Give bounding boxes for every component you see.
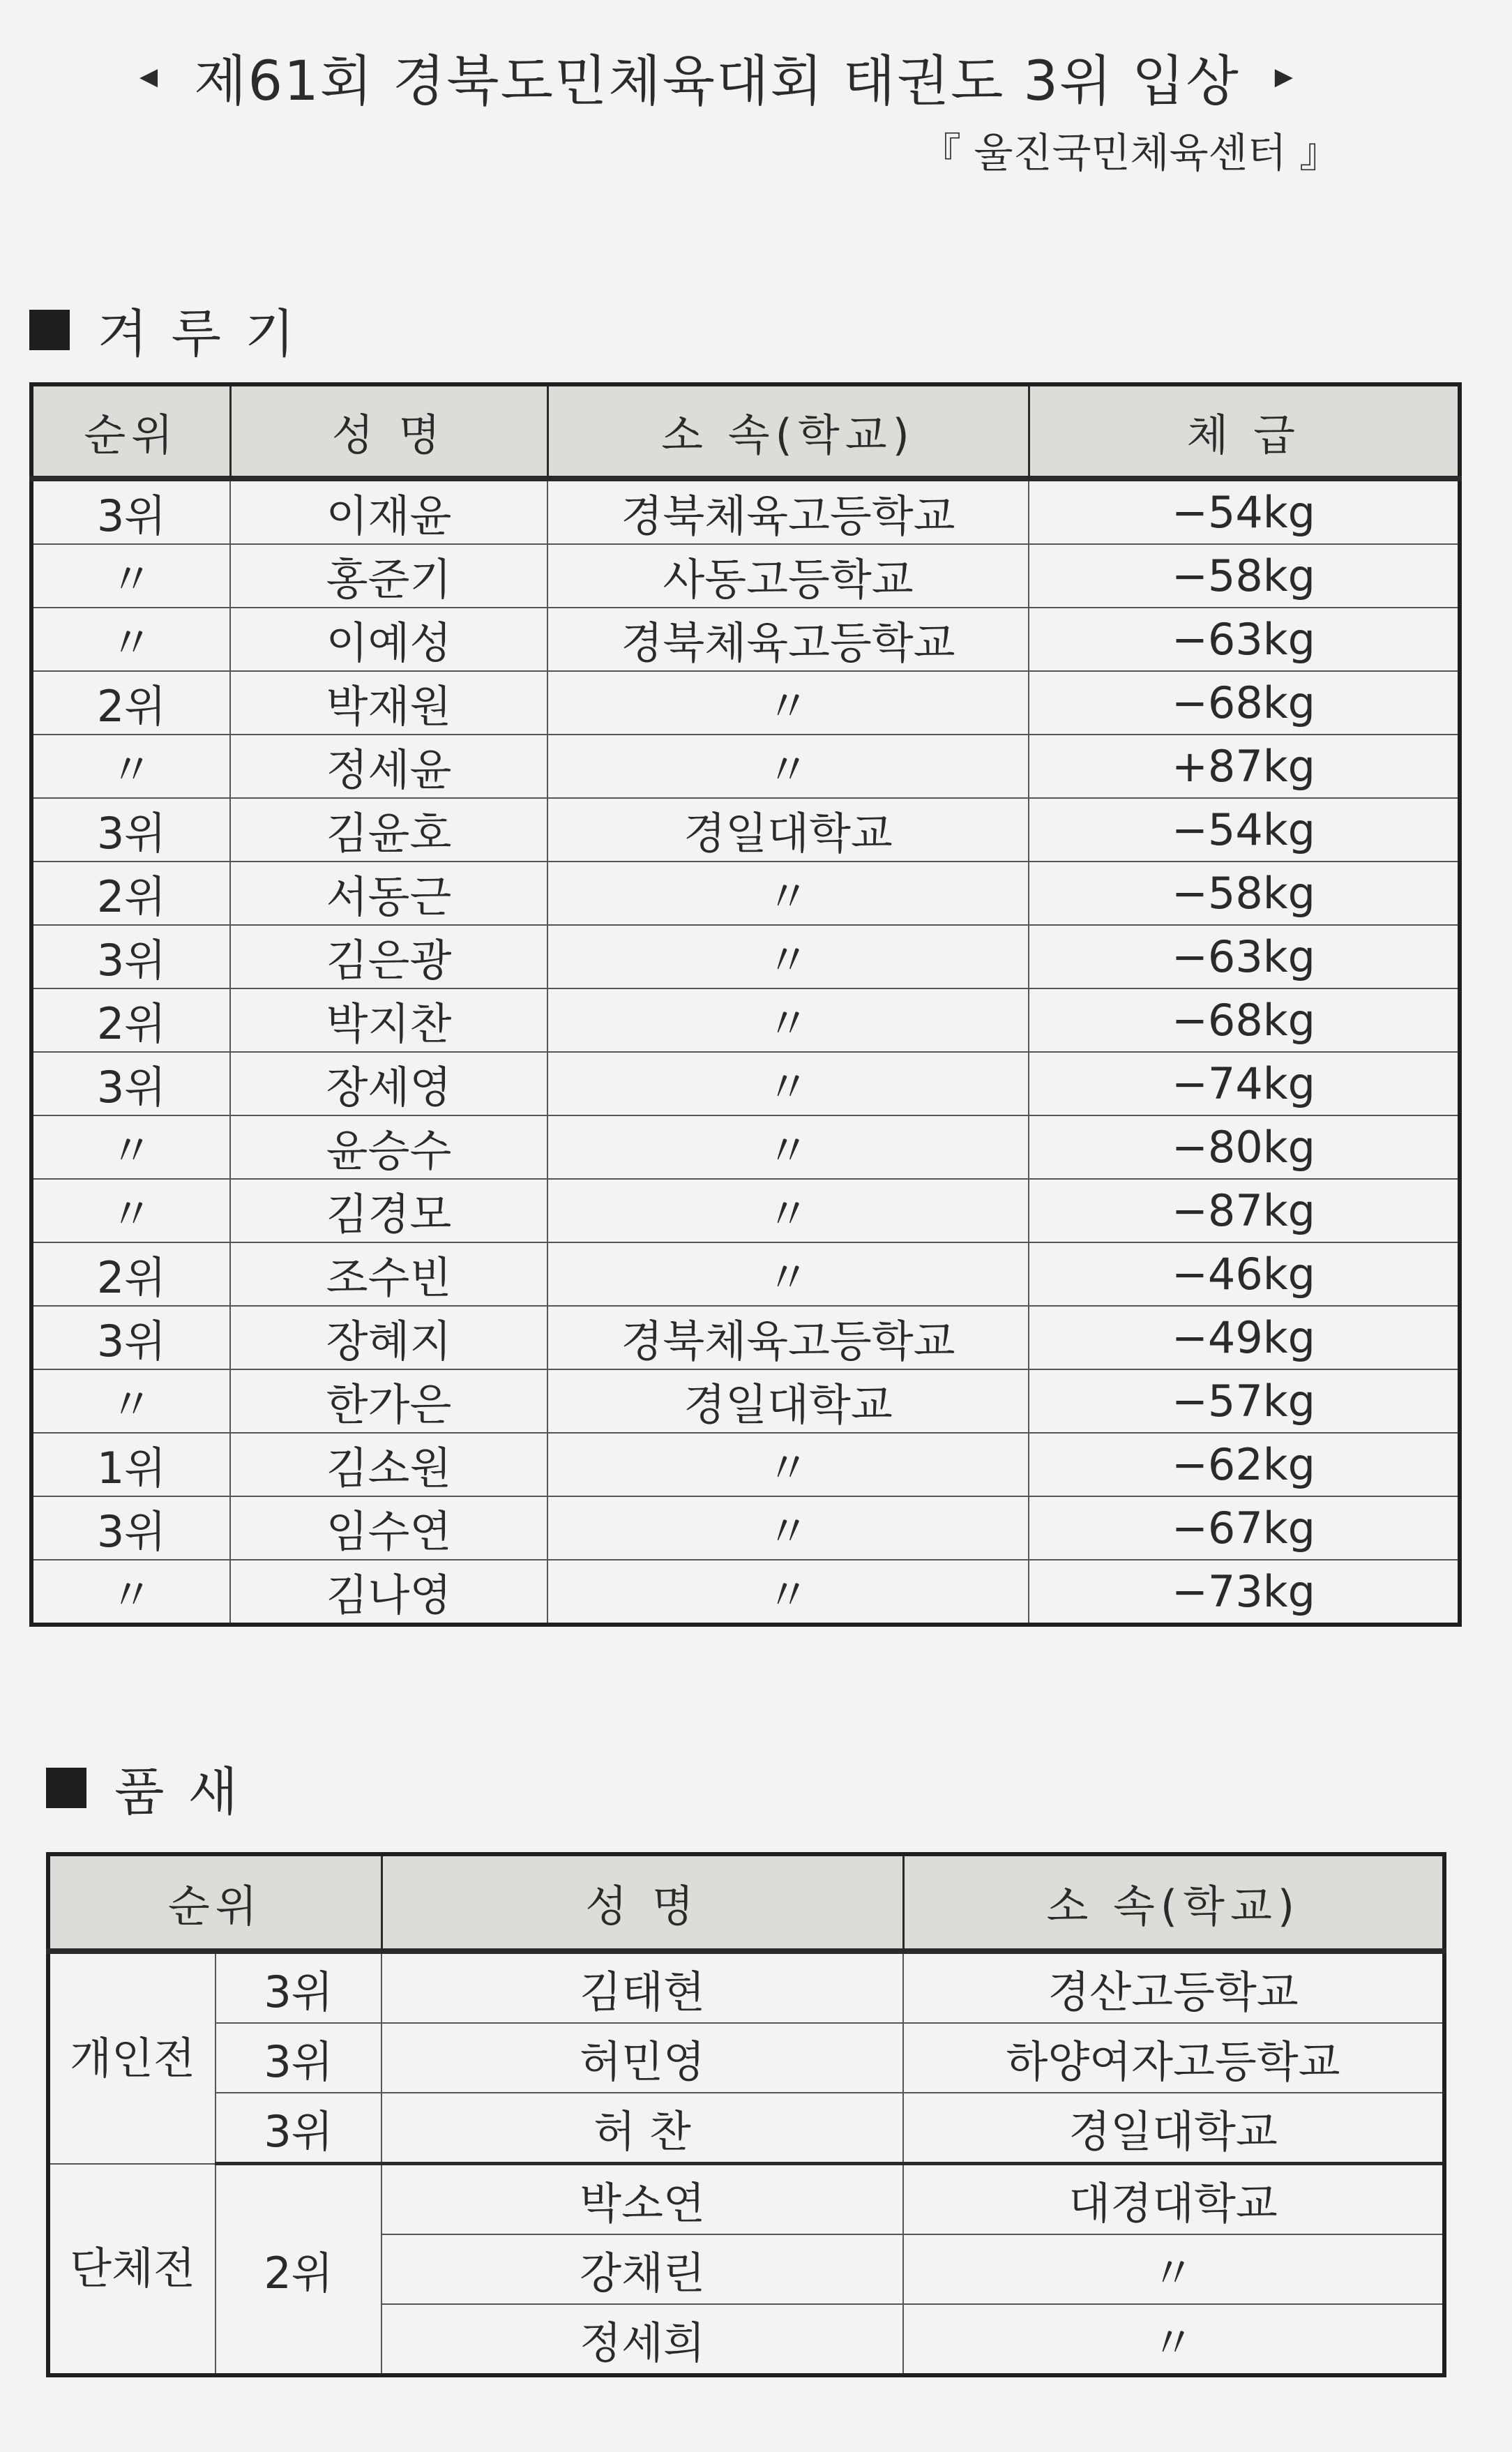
table-row <box>31 1052 1460 1115</box>
table-row <box>31 1242 1460 1306</box>
table-row <box>31 608 1460 671</box>
table-row <box>48 1951 1444 2023</box>
poomsae-heading <box>46 1751 262 1825</box>
table-row <box>48 2093 1444 2164</box>
header-rank: 순위 <box>31 384 230 479</box>
affiliation-cell: 경일대학교 <box>547 798 1029 862</box>
affiliation-cell: 〃 <box>547 925 1029 988</box>
team-rank-cell: 2위 <box>216 2164 381 2376</box>
affiliation-cell: 〃 <box>547 988 1029 1052</box>
rank-cell: 2위 <box>31 1242 230 1306</box>
name-cell: 임수연 <box>230 1496 547 1560</box>
table-row <box>31 1306 1460 1369</box>
affiliation-cell: 〃 <box>547 1115 1029 1179</box>
rank-cell: 2위 <box>31 862 230 925</box>
affiliation-cell: 〃 <box>903 2304 1444 2375</box>
name-cell: 김은광 <box>230 925 547 988</box>
individual-category-label: 개인전 <box>48 1951 216 2164</box>
name-cell: 이재윤 <box>230 479 547 544</box>
table-row <box>31 798 1460 862</box>
weight-class-cell: −63kg <box>1029 608 1460 671</box>
sparring-table <box>29 382 1462 1627</box>
rank-cell: 2위 <box>31 988 230 1052</box>
table-row <box>31 544 1460 608</box>
table-row <box>31 735 1460 798</box>
affiliation-cell: 〃 <box>547 1179 1029 1242</box>
table-row <box>31 671 1460 735</box>
table-row <box>31 1560 1460 1625</box>
weight-class-cell: −46kg <box>1029 1242 1460 1306</box>
name-cell: 김경모 <box>230 1179 547 1242</box>
black-square-icon <box>29 310 70 350</box>
affiliation-cell: 〃 <box>547 1433 1029 1496</box>
table-header-row <box>31 384 1460 479</box>
document-title <box>105 42 1430 112</box>
weight-class-cell: −73kg <box>1029 1560 1460 1625</box>
name-cell: 김태현 <box>381 1951 903 2023</box>
affiliation-cell: 경일대학교 <box>547 1369 1029 1433</box>
name-cell: 박지찬 <box>230 988 547 1052</box>
left-triangle-icon: ◀ <box>139 63 160 91</box>
poomsae-heading-text: 품새 <box>114 1762 262 1822</box>
weight-class-cell: −74kg <box>1029 1052 1460 1115</box>
table-header-row <box>48 1854 1444 1951</box>
rank-cell: 3위 <box>216 2023 381 2093</box>
name-cell: 김소원 <box>230 1433 547 1496</box>
table-row <box>31 479 1460 544</box>
name-cell: 장세영 <box>230 1052 547 1115</box>
rank-cell: 3위 <box>31 479 230 544</box>
header-weight-class: 체 급 <box>1029 384 1460 479</box>
weight-class-cell: −58kg <box>1029 544 1460 608</box>
weight-class-cell: −58kg <box>1029 862 1460 925</box>
affiliation-cell: 경일대학교 <box>903 2093 1444 2164</box>
affiliation-cell: 경북체육고등학교 <box>547 608 1029 671</box>
weight-class-cell: −68kg <box>1029 671 1460 735</box>
name-cell: 홍준기 <box>230 544 547 608</box>
affiliation-cell: 〃 <box>547 735 1029 798</box>
affiliation-cell: 〃 <box>547 671 1029 735</box>
rank-cell: 〃 <box>31 1369 230 1433</box>
rank-cell: 3위 <box>216 1951 381 2023</box>
name-cell: 정세윤 <box>230 735 547 798</box>
table-row <box>31 1369 1460 1433</box>
affiliation-cell: 경북체육고등학교 <box>547 1306 1029 1369</box>
table-row <box>31 1179 1460 1242</box>
name-cell: 한가은 <box>230 1369 547 1433</box>
table-row <box>31 1496 1460 1560</box>
weight-class-cell: −62kg <box>1029 1433 1460 1496</box>
affiliation-cell: 〃 <box>547 1242 1029 1306</box>
weight-class-cell: −54kg <box>1029 479 1460 544</box>
table-row <box>31 988 1460 1052</box>
right-triangle-icon: ▶ <box>1274 63 1294 91</box>
name-cell: 장혜지 <box>230 1306 547 1369</box>
table-row <box>31 925 1460 988</box>
weight-class-cell: −54kg <box>1029 798 1460 862</box>
table-row <box>31 862 1460 925</box>
header-affiliation: 소 속(학교) <box>547 384 1029 479</box>
rank-cell: 3위 <box>31 1052 230 1115</box>
affiliation-cell: 〃 <box>903 2234 1444 2304</box>
name-cell: 조수빈 <box>230 1242 547 1306</box>
table-row <box>48 2023 1444 2093</box>
name-cell: 허 찬 <box>381 2093 903 2164</box>
header-affiliation: 소 속(학교) <box>903 1854 1444 1951</box>
sparring-table-body <box>31 479 1460 1625</box>
affiliation-cell: 사동고등학교 <box>547 544 1029 608</box>
weight-class-cell: −49kg <box>1029 1306 1460 1369</box>
affiliation-cell: 〃 <box>547 1052 1029 1115</box>
table-row <box>48 2164 1444 2235</box>
sparring-heading <box>29 293 318 367</box>
rank-cell: 3위 <box>31 1306 230 1369</box>
affiliation-cell: 경북체육고등학교 <box>547 479 1029 544</box>
weight-class-cell: −68kg <box>1029 988 1460 1052</box>
affiliation-cell: 〃 <box>547 862 1029 925</box>
name-cell: 서동근 <box>230 862 547 925</box>
rank-cell: 〃 <box>31 1115 230 1179</box>
weight-class-cell: −67kg <box>1029 1496 1460 1560</box>
name-cell: 정세희 <box>381 2304 903 2375</box>
rank-cell: 〃 <box>31 1179 230 1242</box>
rank-cell: 〃 <box>31 608 230 671</box>
weight-class-cell: −80kg <box>1029 1115 1460 1179</box>
header-name: 성 명 <box>381 1854 903 1951</box>
poomsae-table <box>46 1852 1446 2377</box>
rank-cell: 〃 <box>31 544 230 608</box>
poomsae-table-body <box>48 1951 1444 2375</box>
affiliation-cell: 〃 <box>547 1496 1029 1560</box>
rank-cell: 〃 <box>31 1560 230 1625</box>
rank-cell: 3위 <box>31 798 230 862</box>
black-square-icon <box>46 1768 86 1808</box>
rank-cell: 3위 <box>216 2093 381 2164</box>
sparring-heading-text: 겨루기 <box>98 304 319 364</box>
rank-cell: 3위 <box>31 925 230 988</box>
name-cell: 이예성 <box>230 608 547 671</box>
name-cell: 강채린 <box>381 2234 903 2304</box>
weight-class-cell: −57kg <box>1029 1369 1460 1433</box>
weight-class-cell: +87kg <box>1029 735 1460 798</box>
name-cell: 김나영 <box>230 1560 547 1625</box>
affiliation-cell: 〃 <box>547 1560 1029 1625</box>
team-category-label: 단체전 <box>48 2164 216 2376</box>
rank-cell: 2위 <box>31 671 230 735</box>
name-cell: 김윤호 <box>230 798 547 862</box>
title-text: 제61회 경북도민체육대회 태권도 3위 입상 <box>194 50 1240 113</box>
rank-cell: 1위 <box>31 1433 230 1496</box>
header-name: 성 명 <box>230 384 547 479</box>
weight-class-cell: −87kg <box>1029 1179 1460 1242</box>
name-cell: 박소연 <box>381 2164 903 2235</box>
header-rank: 순위 <box>48 1854 381 1951</box>
affiliation-cell: 대경대학교 <box>903 2164 1444 2235</box>
table-row <box>31 1433 1460 1496</box>
affiliation-cell: 하양여자고등학교 <box>903 2023 1444 2093</box>
affiliation-cell: 경산고등학교 <box>903 1951 1444 2023</box>
rank-cell: 〃 <box>31 735 230 798</box>
venue-label: 『 울진국민체육센터 』 <box>921 129 1340 176</box>
name-cell: 박재원 <box>230 671 547 735</box>
name-cell: 허민영 <box>381 2023 903 2093</box>
weight-class-cell: −63kg <box>1029 925 1460 988</box>
name-cell: 윤승수 <box>230 1115 547 1179</box>
table-row <box>31 1115 1460 1179</box>
rank-cell: 3위 <box>31 1496 230 1560</box>
